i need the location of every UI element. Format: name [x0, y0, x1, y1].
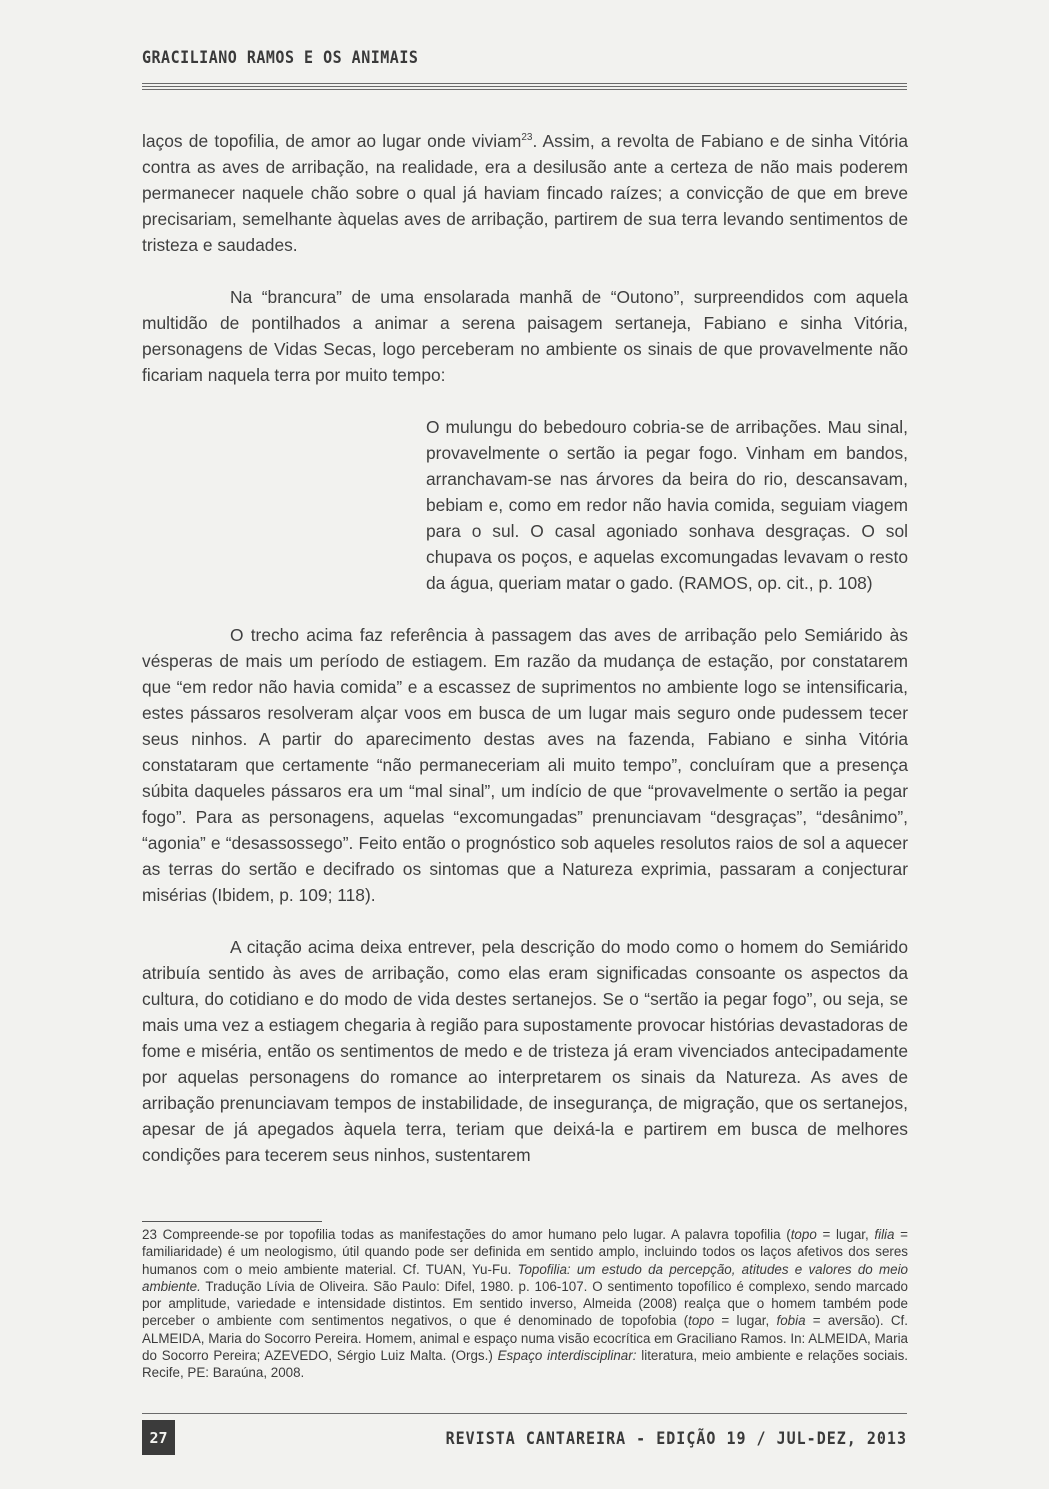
paragraph: O trecho acima faz referência à passagem das aves de arribação pelo Semiárido às vésperas de mais um período de estiagem. Em razão da mudança de estação, por constatarem que “em redor não havia comida” e a escassez de suprimentos no ambiente logo se intensificaria, estes pássaros resolveram alçar voos em busca de um lugar mais seguro onde pudessem tecer seus ninhos. A partir do aparecimento destas aves na fazenda, Fabiano e sinha Vitória constataram que certamente “não permaneceriam ali muito tempo”, concluíram que a presença súbita daqueles pássaros era um “mal sinal”, um indício de que “provavelmente o sertão ia pegar fogo”. Para as personagens, aquelas “excomungadas” prenunciavam “desgraças”, “desânimo”, “agonia” e “desassossego”. Feito então o prognóstico sob aqueles resolutos raios de sol a aquecer as terras do sertão e decifrado os sintomas que a Natureza exprimia, passaram a conjecturar misérias (Ibidem, p. 109; 118). — [142, 625, 908, 905]
paragraph: A citação acima deixa entrever, pela descrição do modo como o homem do Semiárido atribuía sentido às aves de arribação, como elas eram significadas consoante os aspectos da cultura, do cotidiano e do modo de vida destes sertanejos. Se o “sertão ia pegar fogo”, ou seja, se mais uma vez a estiagem chegaria à região para supostamente provocar histórias devastadoras de fome e miséria, então os sentimentos de medo e de tristeza já eram vivenciados antecipadamente por aquelas personagens do romance ao interpretarem os sinais da Natureza. As aves de arribação prenunciavam tempos de instabilidade, de insegurança, de migração, que os sertanejos, apesar de já apegados àquela terra, teriam que deixá-la e partirem em busca de melhores condições para tecerem seus ninhos, sustentarem — [142, 937, 908, 1165]
footnote-italic: filia — [874, 1227, 895, 1242]
footnote-italic: topo — [688, 1313, 715, 1329]
footnote-italic: Espaço interdisciplinar: — [497, 1348, 637, 1364]
paragraph-text: laços de topofilia, de amor ao lugar onde viviam — [142, 131, 522, 151]
footnote-text: literatura, meio ambiente e relações sociais. Recife, PE: Baraúna, 2008. — [142, 1348, 908, 1381]
header-rule — [142, 89, 907, 90]
footer-rule — [142, 1413, 907, 1414]
footnote-text: 23 Compreende-se por topofilia todas as manifestações do amor humano pelo lugar. A palavra topofilia ( — [142, 1227, 791, 1242]
running-header: GRACILIANO RAMOS E OS ANIMAIS — [142, 47, 419, 68]
paragraph: Na “brancura” de uma ensolarada manhã de “Outono”, surpreendidos com aquela multidão de pontilhados a animar a serena paisagem sertaneja, Fabiano e sinha Vitória, personagens de Vidas Secas, logo perceberam no ambiente os sinais de que provavelmente não ficariam naquela terra por muito tempo: — [142, 287, 908, 385]
journal-footer: REVISTA CANTAREIRA - EDIÇÃO 19 / JUL-DEZ, 2013 — [445, 1428, 907, 1449]
footnote-italic: fobia — [776, 1313, 806, 1329]
footnote-text: Tradução Lívia de Oliveira. São Paulo: Difel, 1980. p. 106-107. O sentimento topofílico é complexo, sendo marcado por amplitude, variedade e intensidade distintos. Em sentido inverso, Almeida (2008) realça que o homem também pode perceber o ambiente com sentimentos negativos, o que é denominado de topofobia ( — [142, 1278, 908, 1329]
footnote-ref[interactable]: 23 — [521, 132, 533, 144]
paragraph — [142, 128, 908, 258]
paragraph-text: . Assim, a revolta de Fabiano e de sinha Vitória contra as aves de arribação, na realidade, era a desilusão ante a certeza de não mais poderem permanecer naquele chão sobre o qual já haviam fincado raízes; a convicção de que em breve precisariam, semelhante àquelas aves de arribação, partirem de sua terra levando sentimentos de tristeza e saudades. — [142, 131, 908, 255]
footnote-italic: Topofilia: um estudo da percepção, atitudes e valores do meio ambiente. — [142, 1261, 908, 1294]
header-rule — [142, 83, 907, 84]
footnote-text: = lugar, — [816, 1227, 875, 1242]
footnote-separator — [142, 1221, 322, 1222]
footnote-text: = familiaridade) é um neologismo, útil quando pode ser definida em sentido amplo, incluindo todos os laços afetivos dos seres humanos com o meio ambiente material. Cf. TUAN, Yu-Fu. — [142, 1227, 908, 1277]
article-body — [142, 128, 908, 1168]
block-quote: O mulungu do bebedouro cobria-se de arribações. Mau sinal, provavelmente o sertão ia pegar fogo. Vinham em bandos, arranchavam-se nas árvores da beira do rio, descansavam, bebiam e, como em redor não havia comida, seguiam viagem para o sul. O casal agoniado sonhava desgraças. O sol chupava os poços, e aquelas excomungadas levavam o resto da água, queriam matar o gado. (RAMOS, op. cit., p. 108) — [426, 417, 908, 593]
footnote-23 — [142, 1226, 908, 1382]
footnote-text: = aversão). Cf. ALMEIDA, Maria do Socorro Pereira. Homem, animal e espaço numa visão ecocrítica em Graciliano Ramos. In: ALMEIDA, Maria do Socorro Pereira; AZEVEDO, Sérgio Luiz Malta. (Orgs.) — [142, 1313, 908, 1364]
footnote-text: = lugar, — [714, 1313, 777, 1329]
header-rule — [142, 86, 907, 87]
footnote-italic: topo — [790, 1227, 817, 1242]
page-number: 27 — [142, 1420, 175, 1455]
